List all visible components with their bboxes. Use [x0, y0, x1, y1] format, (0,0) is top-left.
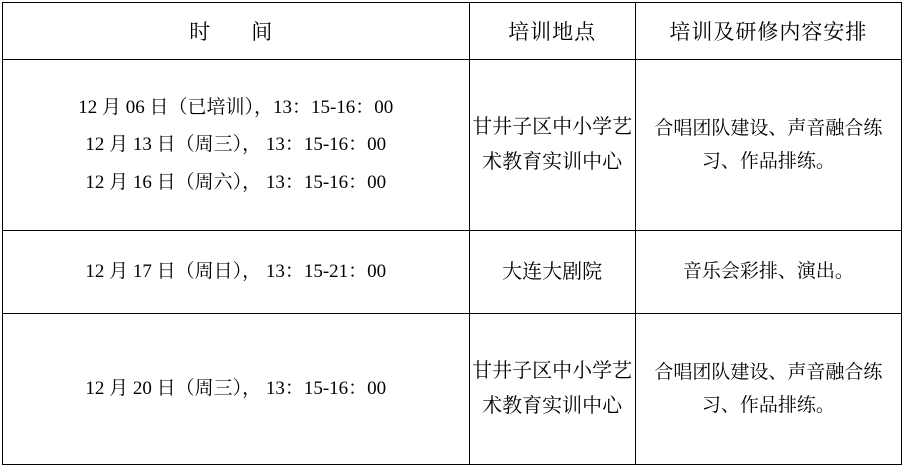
- cell-place: 甘井子区中小学艺术教育实训中心: [469, 60, 635, 231]
- training-schedule-table: [2, 2, 902, 465]
- table-row: [3, 60, 902, 231]
- cell-time: [3, 60, 470, 231]
- table-row: [3, 231, 902, 314]
- cell-time: [3, 231, 470, 314]
- cell-place: 甘井子区中小学艺术教育实训中心: [469, 314, 635, 465]
- cell-content: 音乐会彩排、演出。: [635, 231, 901, 314]
- table-row: [3, 314, 902, 465]
- table-body: [3, 60, 902, 465]
- cell-content: 合唱团队建设、声音融合练习、作品排练。: [635, 314, 901, 465]
- column-header-time: 时 间: [3, 3, 470, 60]
- time-line: 12 月 20 日（周三）， 13：15-16：00: [85, 378, 387, 400]
- cell-time: [3, 314, 470, 465]
- table-header-row: [3, 3, 902, 60]
- column-header-place: 培训地点: [469, 3, 635, 60]
- time-line: 12 月 13 日（周三）， 13：15-16：00: [85, 134, 387, 156]
- time-line: 12 月 06 日（已培训），13：15-16：00: [78, 97, 394, 119]
- time-line: 12 月 16 日（周六）， 13：15-16：00: [85, 171, 387, 193]
- table-header: [3, 3, 902, 60]
- time-line: 12 月 17 日（周日）， 13：15-21：00: [85, 261, 387, 283]
- column-header-content: 培训及研修内容安排: [635, 3, 901, 60]
- cell-place: 大连大剧院: [469, 231, 635, 314]
- cell-content: 合唱团队建设、声音融合练习、作品排练。: [635, 60, 901, 231]
